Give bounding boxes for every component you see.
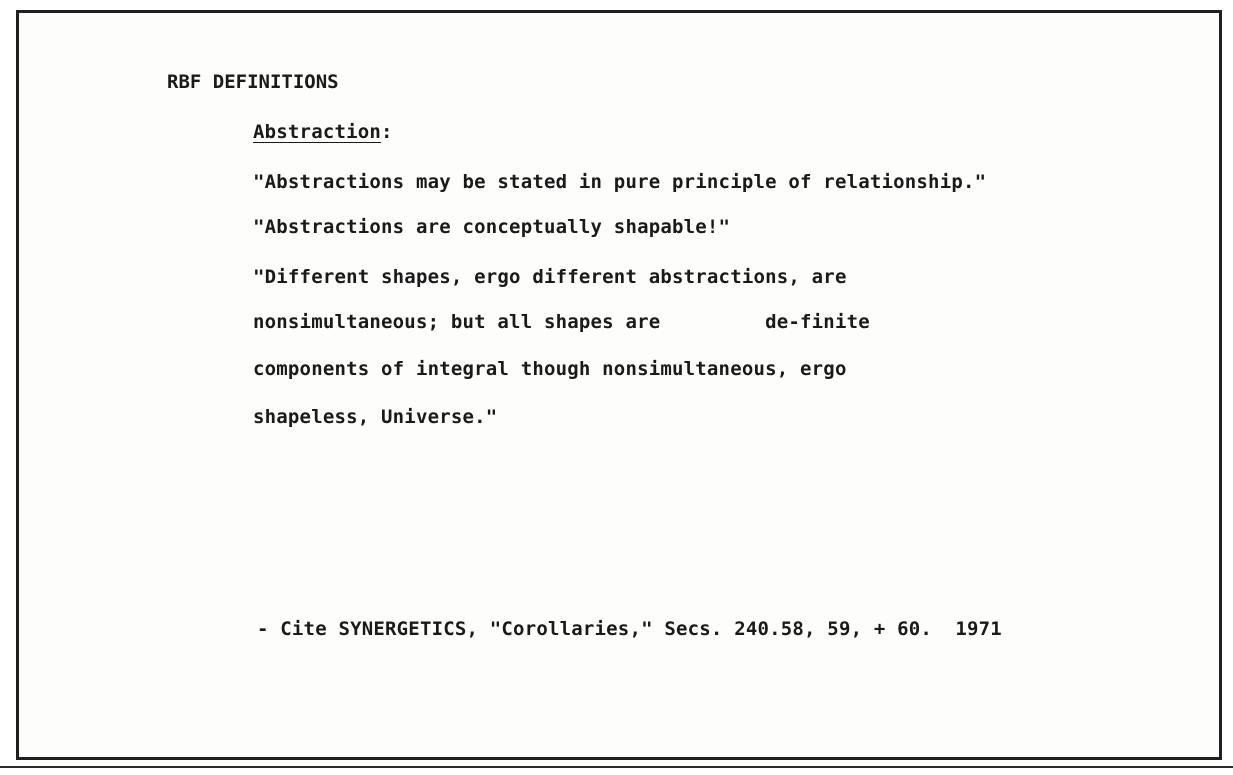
card-heading: RBF DEFINITIONS [167,71,339,93]
definition-card [16,10,1222,760]
bottom-border-strip [0,766,1233,768]
quote-line-4: nonsimultaneous; but all shapes are de-finite [253,311,870,333]
quote-line-2: "Abstractions are conceptually shapable!" [253,216,731,238]
quote-line-6: shapeless, Universe." [253,406,498,428]
quote-line-3: "Different shapes, ergo different abstractions, are [253,266,847,288]
term-word: Abstraction [253,121,382,143]
quote-line-1: "Abstractions may be stated in pure principle of relationship." [253,171,987,193]
quote-line-5: components of integral though nonsimultaneous, ergo [253,358,847,380]
term-title [253,121,393,143]
citation: - Cite SYNERGETICS, "Corollaries," Secs. 240.58, 59, + 60. 1971 [257,618,1002,640]
term-colon: : [381,121,393,143]
